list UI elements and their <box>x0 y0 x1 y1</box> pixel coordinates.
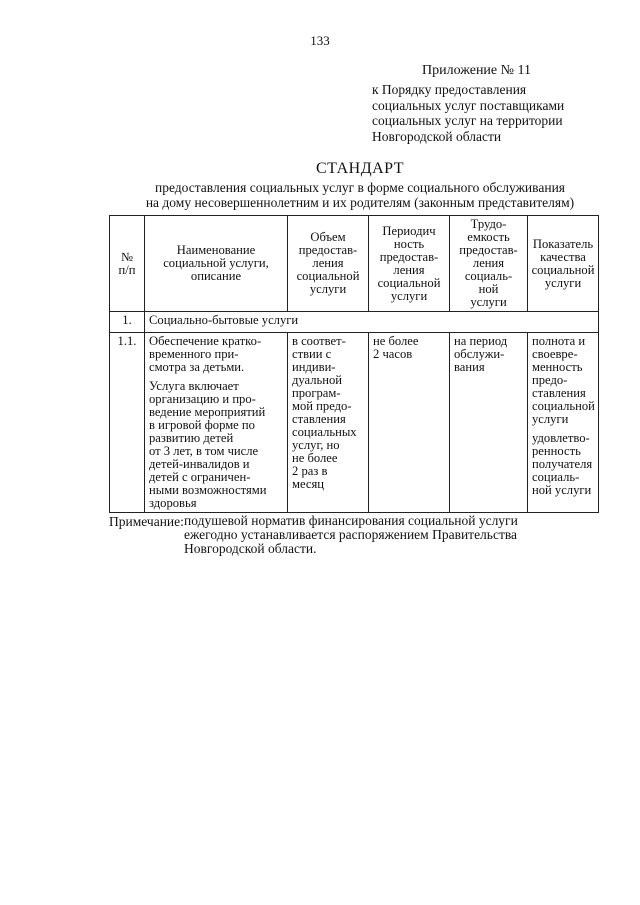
text-line: предостав- <box>298 243 358 257</box>
text-line: социальной услуги, <box>163 256 269 270</box>
text-line: емкость <box>467 230 510 244</box>
note-line: подушевой норматив финансирования социальной услуги <box>184 513 518 528</box>
text-line: ведение мероприятий <box>149 405 266 419</box>
subtitle-line: предоставления социальных услуг в форме социального обслуживания <box>154 180 566 195</box>
text-line: организацию и про- <box>149 392 256 406</box>
text-line: не более <box>292 451 338 465</box>
appendix-subtitle <box>372 82 632 144</box>
text-line: ления <box>393 262 425 277</box>
standard-table <box>109 215 599 513</box>
section-number: 1. <box>110 312 145 333</box>
text-line: услуги <box>544 275 582 290</box>
text-line: в игровой форме по <box>149 418 255 432</box>
text-line: полнота и <box>532 334 586 348</box>
note-text <box>184 514 584 556</box>
service-quality <box>528 333 599 513</box>
appendix-line: социальных услуг на территории <box>372 113 563 128</box>
text-line: предостав- <box>379 249 439 264</box>
service-volume <box>288 333 369 513</box>
text-line: вания <box>454 360 485 374</box>
text-line: услуги <box>309 282 347 296</box>
quality-paragraph <box>532 335 594 426</box>
appendix-line: к Порядку предоставления <box>372 82 527 97</box>
appendix-line: социальных услуг поставщиками <box>372 97 565 113</box>
text-line: социальных <box>292 425 357 439</box>
text-line: социальной <box>532 399 595 413</box>
text-line: детей-инвалидов и <box>149 457 250 471</box>
text-line: менность <box>532 360 583 374</box>
text-line: № <box>120 249 134 264</box>
text-line: 2 часов <box>373 347 413 361</box>
text-line: ными возможностями <box>149 483 267 497</box>
text-line: временного при- <box>149 347 239 361</box>
text-line: своевре- <box>532 347 578 361</box>
text-line: ления <box>472 256 505 270</box>
service-labor-intensity <box>450 333 528 513</box>
header-quality-indicator <box>528 216 599 312</box>
text-line: смотра за детьми. <box>149 360 245 374</box>
note-label: Примечание: <box>109 514 184 529</box>
text-line: детей с ограничен- <box>149 470 251 484</box>
header-volume <box>288 216 369 312</box>
text-line: ствии с <box>292 347 332 361</box>
text-line: на период <box>454 334 508 348</box>
text-line: Периодич <box>382 223 436 238</box>
text-line: в соответ- <box>292 334 346 348</box>
header-number <box>110 216 145 312</box>
note-line: ежегодно устанавливается распоряжением Правительства <box>184 527 518 542</box>
text-line: Наименование <box>176 243 256 257</box>
text-line: получателя <box>532 457 593 471</box>
text-line: индиви- <box>292 360 336 374</box>
description-paragraph <box>149 380 283 510</box>
table-header-row <box>110 216 599 312</box>
text-line: ность <box>393 236 425 251</box>
text-line: качества <box>540 249 586 264</box>
header-periodicity <box>369 216 450 312</box>
text-line: ставления <box>292 412 346 426</box>
text-line: удовлетво- <box>532 431 590 445</box>
text-line: обслужи- <box>454 347 505 361</box>
document-title: СТАНДАРТ <box>315 160 405 177</box>
text-line: социаль- <box>532 470 580 484</box>
table-row <box>110 333 599 513</box>
page-number: 133 <box>310 33 330 48</box>
text-line: Показатель <box>532 236 594 251</box>
text-line: дуальной <box>292 373 343 387</box>
text-line: Трудо- <box>470 217 507 231</box>
text-line: описание <box>190 269 242 283</box>
subtitle-line: на дому несовершеннолетним и их родителям (законным представителям) <box>145 195 575 210</box>
header-service-name <box>145 216 288 312</box>
text-line: предо- <box>532 373 568 387</box>
header-labor-intensity <box>450 216 528 312</box>
row-number: 1.1. <box>110 333 145 513</box>
text-line: ления <box>312 256 344 270</box>
text-line: не более <box>373 334 419 348</box>
appendix-title: Приложение № 11 <box>422 63 531 78</box>
quality-paragraph <box>532 432 594 497</box>
text-line: ной <box>478 282 499 296</box>
appendix-line: Новгородской области <box>372 128 502 144</box>
text-line: социальной <box>531 262 595 277</box>
text-line: програм- <box>292 386 341 400</box>
text-line: услуг, но <box>292 438 340 452</box>
text-line: Обеспечение кратко- <box>149 334 262 348</box>
text-line: услуги <box>390 288 428 303</box>
text-line: ставления <box>532 386 586 400</box>
text-line: п/п <box>118 262 136 277</box>
text-line: ренность <box>532 444 581 458</box>
note-line: Новгородской области. <box>184 541 317 556</box>
service-periodicity <box>369 333 450 513</box>
text-line: развитию детей <box>149 431 234 445</box>
text-line: Услуга включает <box>149 379 239 393</box>
text-line: социальной <box>296 269 360 283</box>
table-section-row <box>110 312 599 333</box>
text-line: мой предо- <box>292 399 352 413</box>
text-line: месяц <box>292 477 324 491</box>
document-subtitle <box>110 180 610 210</box>
text-line: услуги <box>470 295 507 309</box>
text-line: Объем <box>310 230 346 244</box>
text-line: социаль- <box>464 269 513 283</box>
text-line: услуги <box>532 412 569 426</box>
text-line: предостав- <box>459 243 518 257</box>
text-line: от 3 лет, в том числе <box>149 444 259 458</box>
text-line: ной услуги <box>532 483 592 497</box>
text-line: 2 раз в <box>292 464 328 478</box>
section-name: Социально-бытовые услуги <box>145 312 599 333</box>
description-paragraph <box>149 335 283 374</box>
text-line: социальной <box>377 275 441 290</box>
service-description <box>145 333 288 513</box>
text-line: здоровья <box>149 496 197 510</box>
